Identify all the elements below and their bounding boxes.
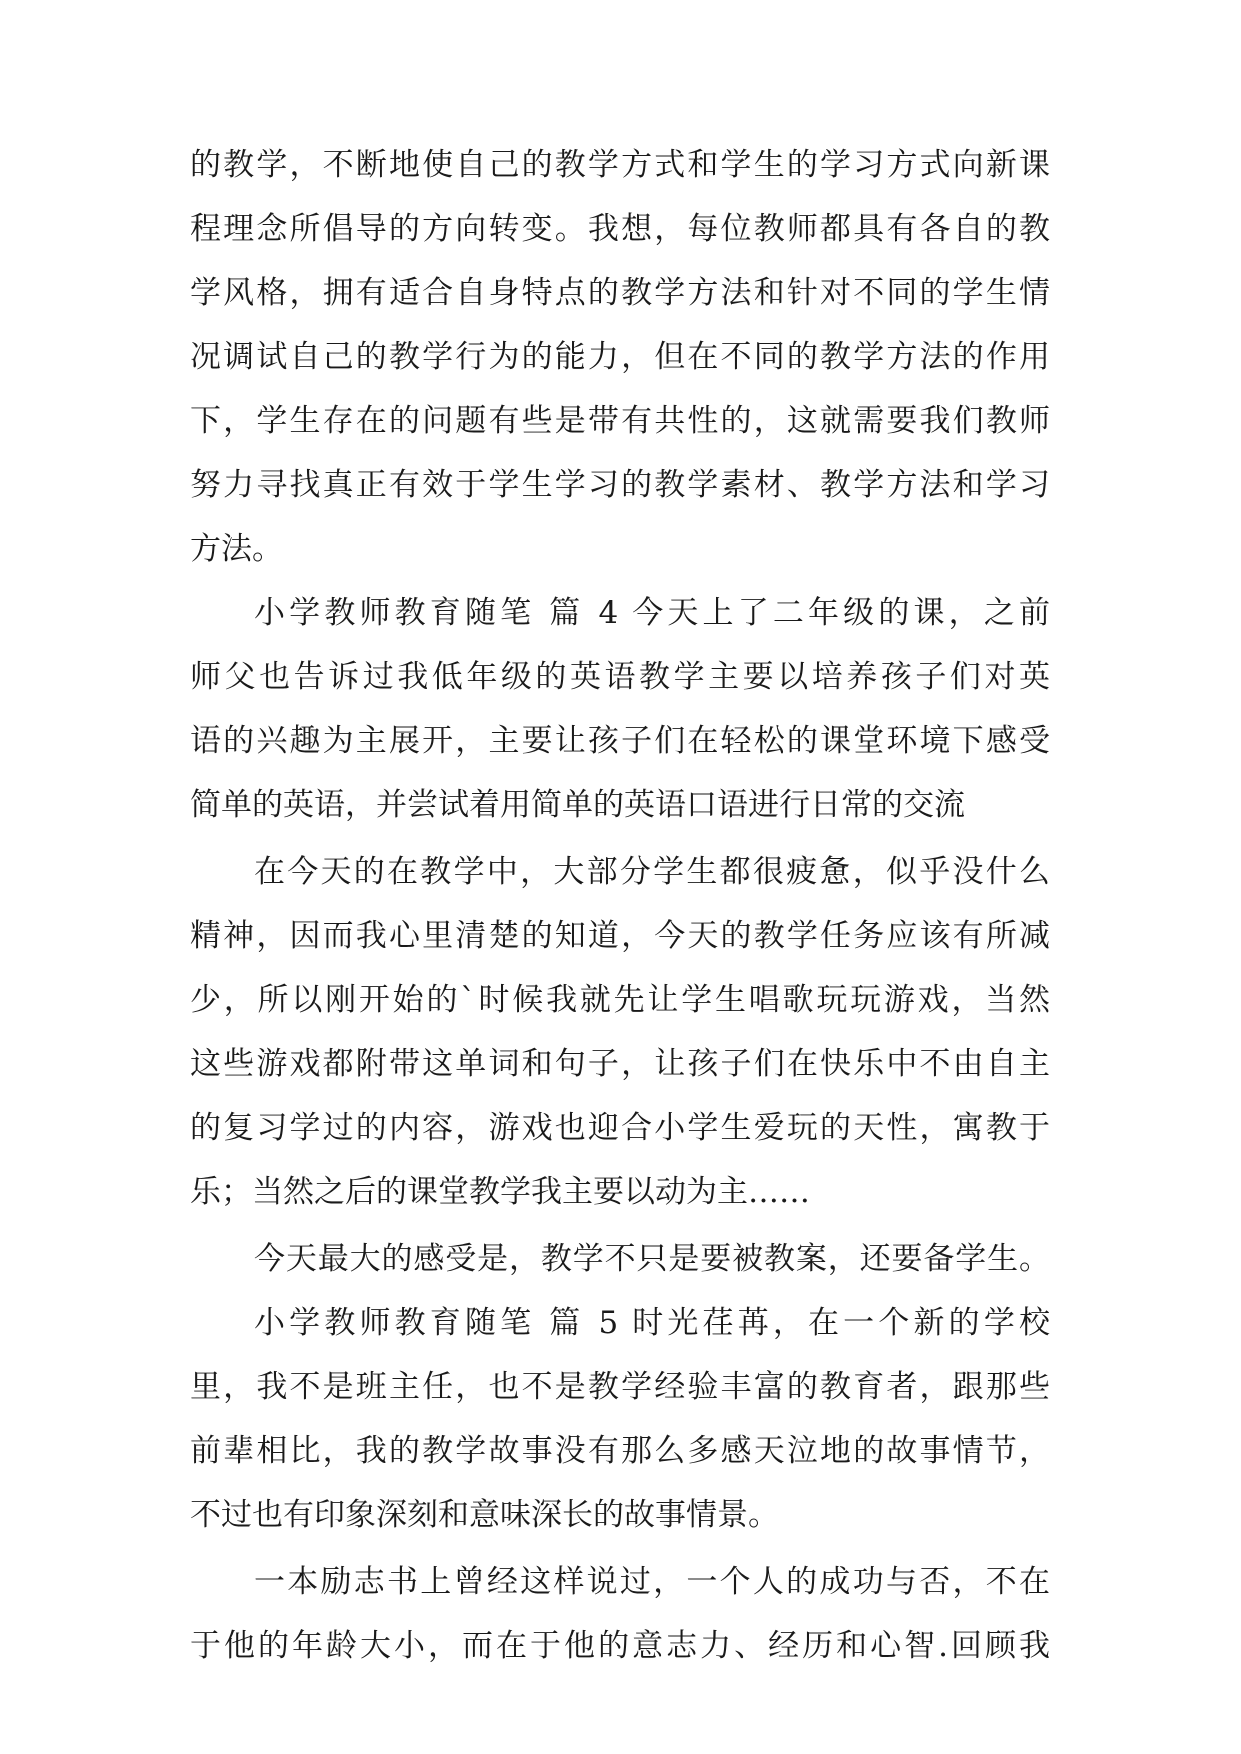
text-line: 况调试自己的教学行为的能力，但在不同的教学方法的作用 — [190, 339, 1050, 375]
text-line: 师父也告诉过我低年级的英语教学主要以培养孩子们对英 — [190, 659, 1050, 695]
text-line: 语的兴趣为主展开，主要让孩子们在轻松的课堂环境下感受 — [190, 723, 1050, 759]
text-line: 少，所以刚开始的`时候我就先让学生唱歌玩玩游戏，当然 — [190, 982, 1050, 1018]
text-line: 在今天的在教学中，大部分学生都很疲惫，似乎没什么 — [254, 854, 1050, 890]
text-line: 下，学生存在的问题有些是带有共性的，这就需要我们教师 — [190, 403, 1050, 439]
text-line: 努力寻找真正有效于学生学习的教学素材、教学方法和学习 — [190, 467, 1050, 503]
text-line: 的复习学过的内容，游戏也迎合小学生爱玩的天性，寓教于 — [190, 1110, 1050, 1146]
text-line: 学风格，拥有适合自身特点的教学方法和针对不同的学生情 — [190, 275, 1050, 311]
text-line: 精神，因而我心里清楚的知道，今天的教学任务应该有所减 — [190, 918, 1050, 954]
text-line: 这些游戏都附带这单词和句子，让孩子们在快乐中不由自主 — [190, 1046, 1050, 1082]
text-line: 程理念所倡导的方向转变。我想，每位教师都具有各自的教 — [190, 211, 1050, 247]
text-line: 前辈相比，我的教学故事没有那么多感天泣地的故事情节， — [190, 1433, 1050, 1469]
text-line: 简单的英语，并尝试着用简单的英语口语进行日常的交流 — [190, 787, 965, 823]
text-line: 今天最大的感受是，教学不只是要被教案，还要备学生。 — [254, 1241, 1050, 1277]
text-line: 方法。 — [190, 531, 283, 567]
text-line: 乐；当然之后的课堂教学我主要以动为主…… — [190, 1174, 810, 1210]
text-line: 里，我不是班主任，也不是教学经验丰富的教育者，跟那些 — [190, 1369, 1050, 1405]
section-heading-line: 小学教师教育随笔 篇 5 时光荏苒，在一个新的学校 — [254, 1305, 1050, 1341]
text-line: 于他的年龄大小，而在于他的意志力、经历和心智.回顾我 — [190, 1628, 1050, 1664]
section-heading-line: 小学教师教育随笔 篇 4 今天上了二年级的课，之前 — [254, 595, 1050, 631]
text-line: 的教学，不断地使自己的教学方式和学生的学习方式向新课 — [190, 147, 1050, 183]
text-line: 一本励志书上曾经这样说过，一个人的成功与否，不在 — [254, 1564, 1050, 1600]
text-line: 不过也有印象深刻和意味深长的故事情景。 — [190, 1497, 779, 1533]
